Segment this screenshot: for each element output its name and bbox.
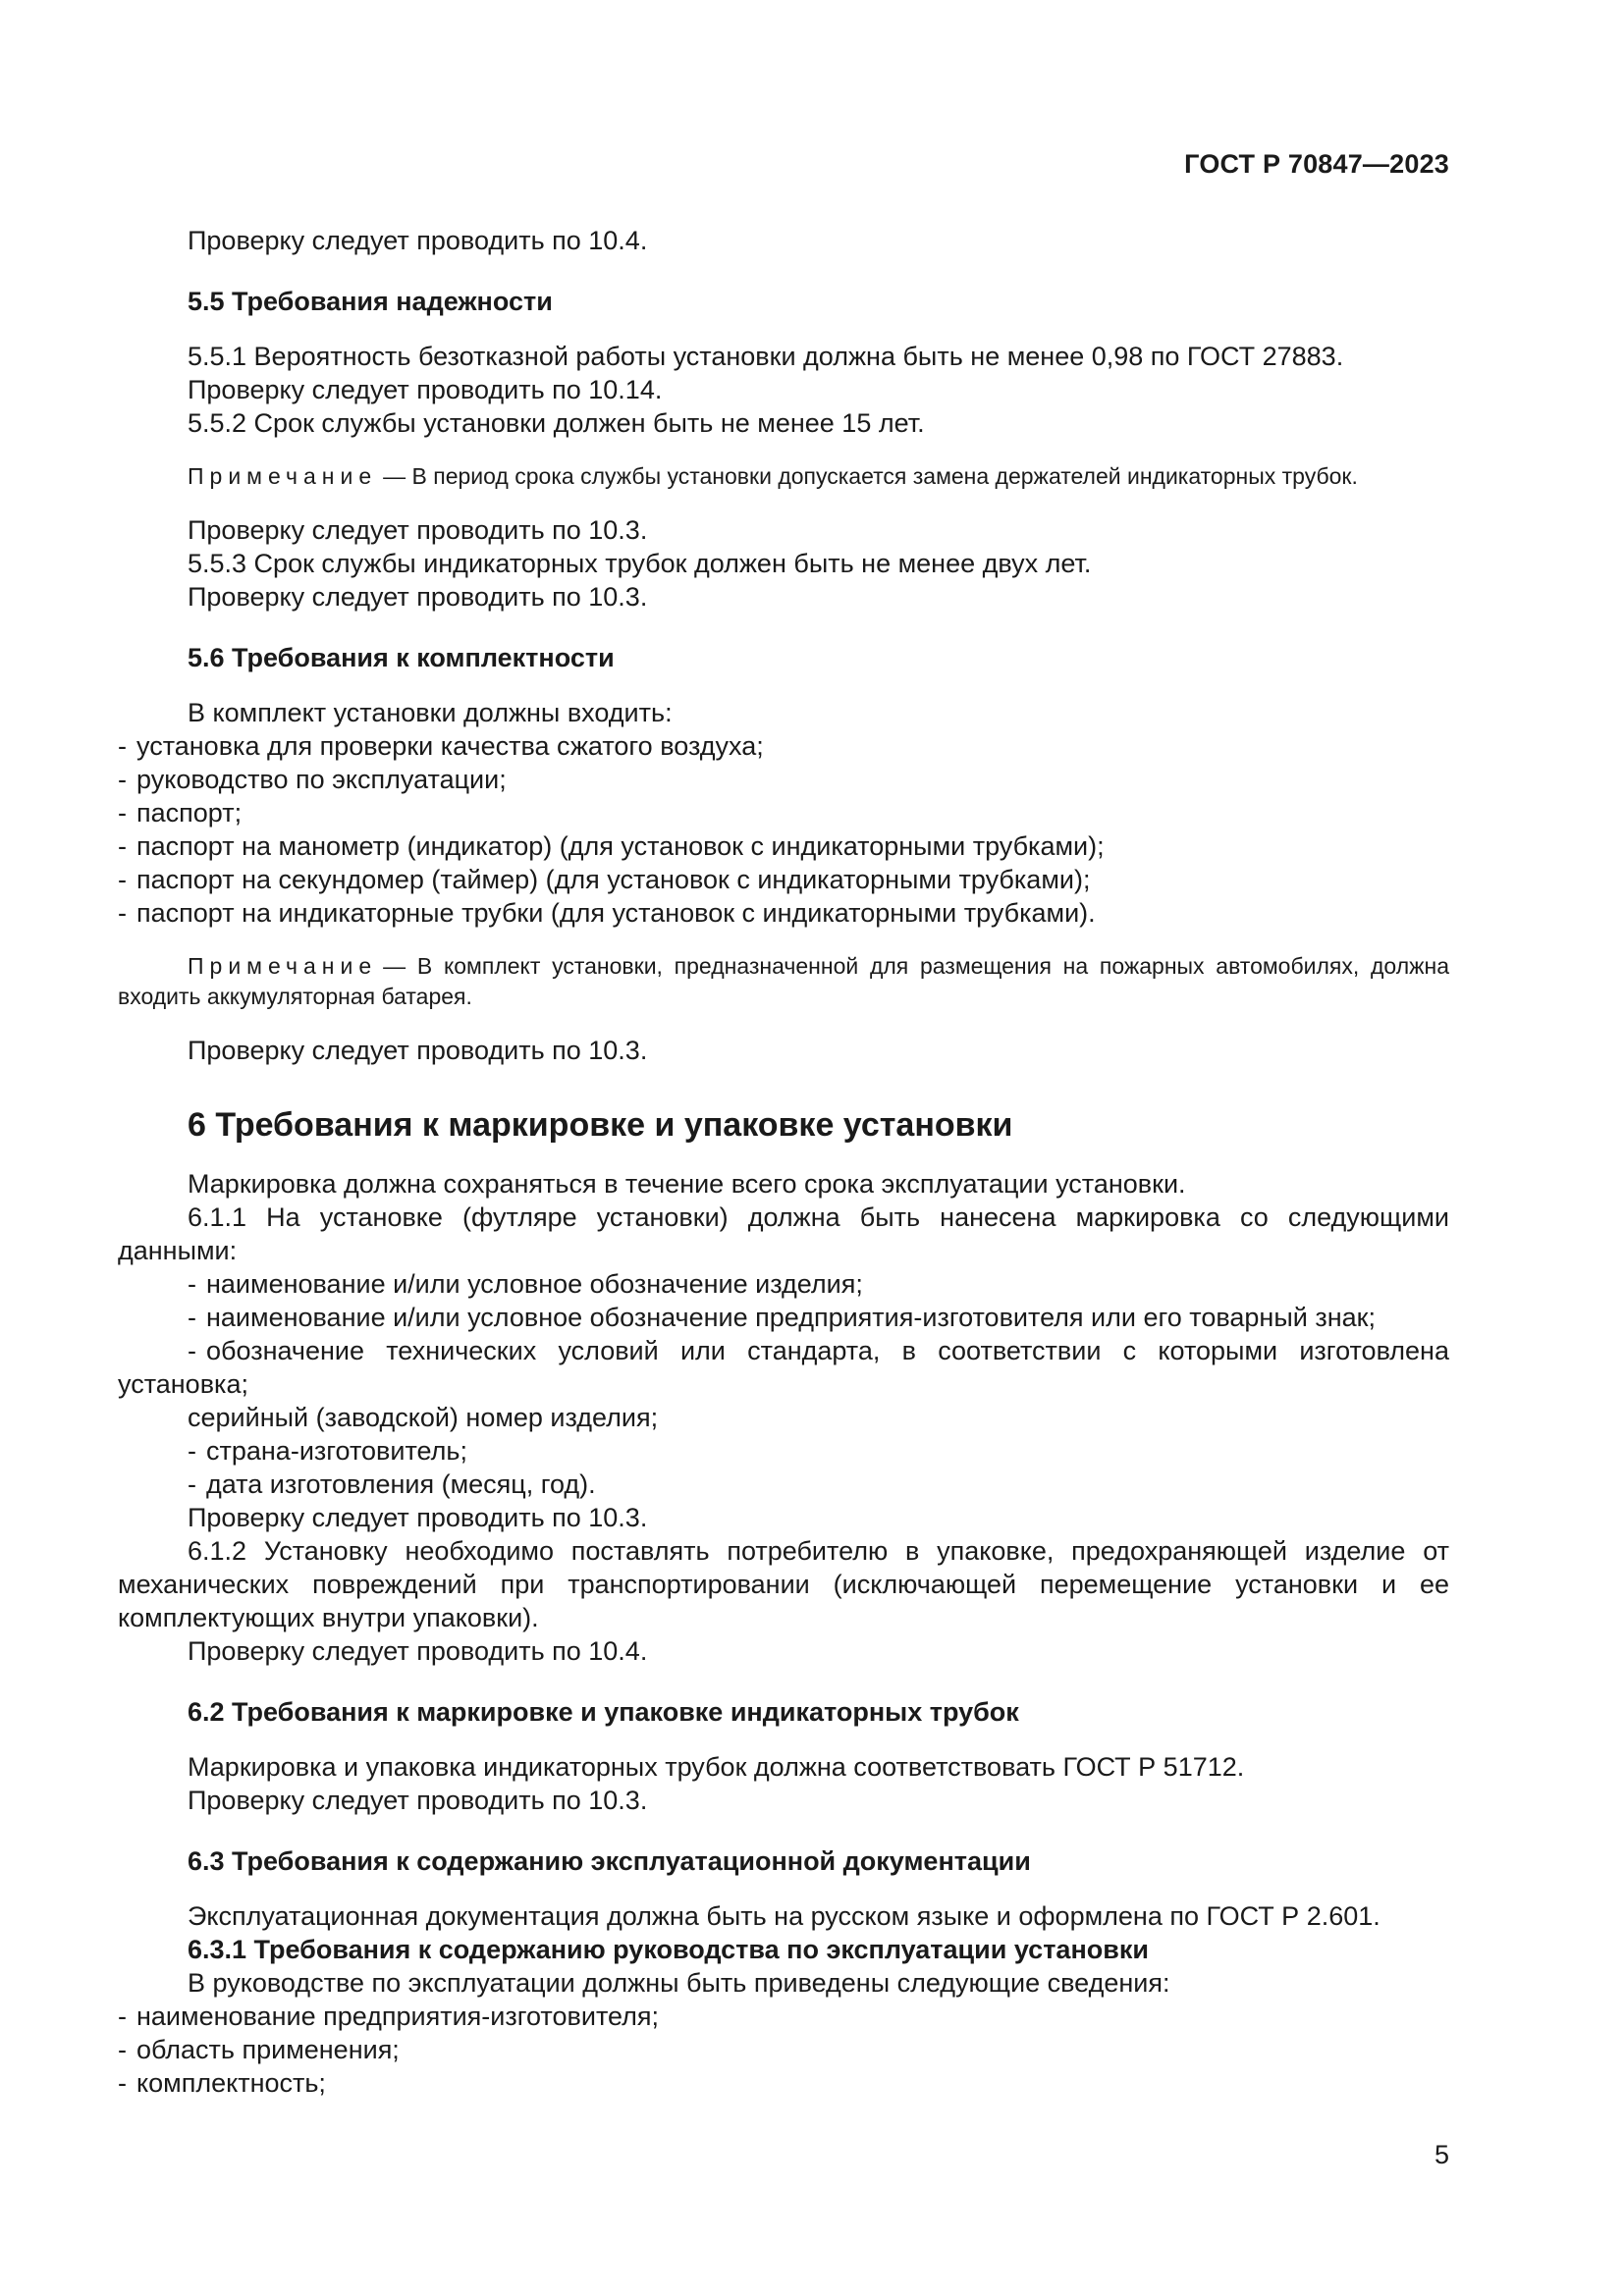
list-item: - паспорт на секундомер (таймер) (для установок с индикаторными трубками); — [118, 865, 1091, 894]
section-heading-6: 6 Требования к маркировке и упаковке установки — [188, 1106, 1013, 1144]
list-item: - паспорт; — [118, 798, 243, 828]
paragraph: Проверку следует проводить по 10.14. — [188, 375, 663, 404]
note-text: — В комплект установки, предназначенной для размещения на пожарных автомобилях, должна входить аккумуляторная батарея. — [118, 953, 1449, 1009]
list-completeness — [118, 729, 1449, 930]
note-label: Примечание — [188, 463, 378, 489]
paragraph: Проверку следует проводить по 10.3. — [188, 515, 648, 545]
paragraph: 6.1.2 Установку необходимо поставлять потребителю в упаковке, предохраняющей изделие от механических повреждений при транспортировании (исключающей перемещение установки и ее комплектующих внутри упаковки). — [118, 1536, 1449, 1632]
section-heading-6-3-1: 6.3.1 Требования к содержанию руководства по эксплуатации установки — [188, 1935, 1149, 1964]
note-text: — В период срока службы установки допускается замена держателей индикаторных трубок. — [383, 463, 1358, 489]
list-item: - паспорт на манометр (индикатор) (для установок с индикаторными трубками); — [118, 831, 1105, 861]
list-marking — [118, 1267, 1449, 1501]
paragraph: Маркировка должна сохраняться в течение всего срока эксплуатации установки. — [188, 1169, 1186, 1199]
note — [118, 461, 1449, 492]
page-number: 5 — [1434, 2140, 1449, 2169]
paragraph: 5.5.2 Срок службы установки должен быть не менее 15 лет. — [188, 408, 925, 438]
paragraph: Проверку следует проводить по 10.3. — [188, 1503, 648, 1532]
section-heading-6-2: 6.2 Требования к маркировке и упаковке индикаторных трубок — [188, 1697, 1019, 1727]
list-item: - обозначение технических условий или стандарта, в соответствии с которыми изготовлена установка; — [118, 1336, 1449, 1399]
list-item: - наименование и/или условное обозначение изделия; — [188, 1269, 863, 1299]
document-body — [118, 224, 1449, 2100]
paragraph: В комплект установки должны входить: — [188, 698, 673, 727]
section-heading-6-3: 6.3 Требования к содержанию эксплуатационной документации — [188, 1846, 1031, 1876]
note — [118, 951, 1449, 1012]
list-item: - страна-изготовитель; — [188, 1436, 467, 1466]
list-item: - наименование и/или условное обозначение предприятия-изготовителя или его товарный знак; — [188, 1303, 1376, 1332]
paragraph: Проверку следует проводить по 10.4. — [188, 1636, 648, 1666]
paragraph: Проверку следует проводить по 10.3. — [188, 582, 648, 612]
list-item: - руководство по эксплуатации; — [118, 765, 507, 794]
paragraph: 6.1.1 На установке (футляре установки) должна быть нанесена маркировка со следующими данными: — [118, 1202, 1449, 1265]
note-label: Примечание — [188, 953, 378, 979]
paragraph: 5.5.3 Срок службы индикаторных трубок должен быть не менее двух лет. — [188, 549, 1092, 578]
list-item: - установка для проверки качества сжатого воздуха; — [118, 731, 764, 761]
list-item: - комплектность; — [118, 2068, 326, 2098]
list-item: - наименование предприятия-изготовителя; — [118, 2002, 659, 2031]
paragraph: Проверку следует проводить по 10.4. — [188, 226, 648, 255]
list-item: - паспорт на индикаторные трубки (для установок с индикаторными трубками). — [118, 898, 1096, 928]
paragraph: Проверку следует проводить по 10.3. — [188, 1786, 648, 1815]
list-item: серийный (заводской) номер изделия; — [188, 1403, 659, 1432]
list-item: - дата изготовления (месяц, год). — [188, 1469, 596, 1499]
list-manual-contents — [118, 2000, 1449, 2100]
list-item: - область применения; — [118, 2035, 400, 2064]
paragraph: В руководстве по эксплуатации должны быть приведены следующие сведения: — [188, 1968, 1170, 1998]
section-heading-5-6: 5.6 Требования к комплектности — [188, 643, 615, 672]
paragraph: 5.5.1 Вероятность безотказной работы установки должна быть не менее 0,98 по ГОСТ 27883. — [188, 342, 1344, 371]
paragraph: Проверку следует проводить по 10.3. — [188, 1036, 648, 1065]
paragraph: Маркировка и упаковка индикаторных трубок должна соответствовать ГОСТ Р 51712. — [188, 1752, 1245, 1782]
document-code: ГОСТ Р 70847—2023 — [1184, 149, 1449, 179]
paragraph: Эксплуатационная документация должна быть на русском языке и оформлена по ГОСТ Р 2.601. — [188, 1901, 1380, 1931]
section-heading-5-5: 5.5 Требования надежности — [188, 287, 553, 316]
